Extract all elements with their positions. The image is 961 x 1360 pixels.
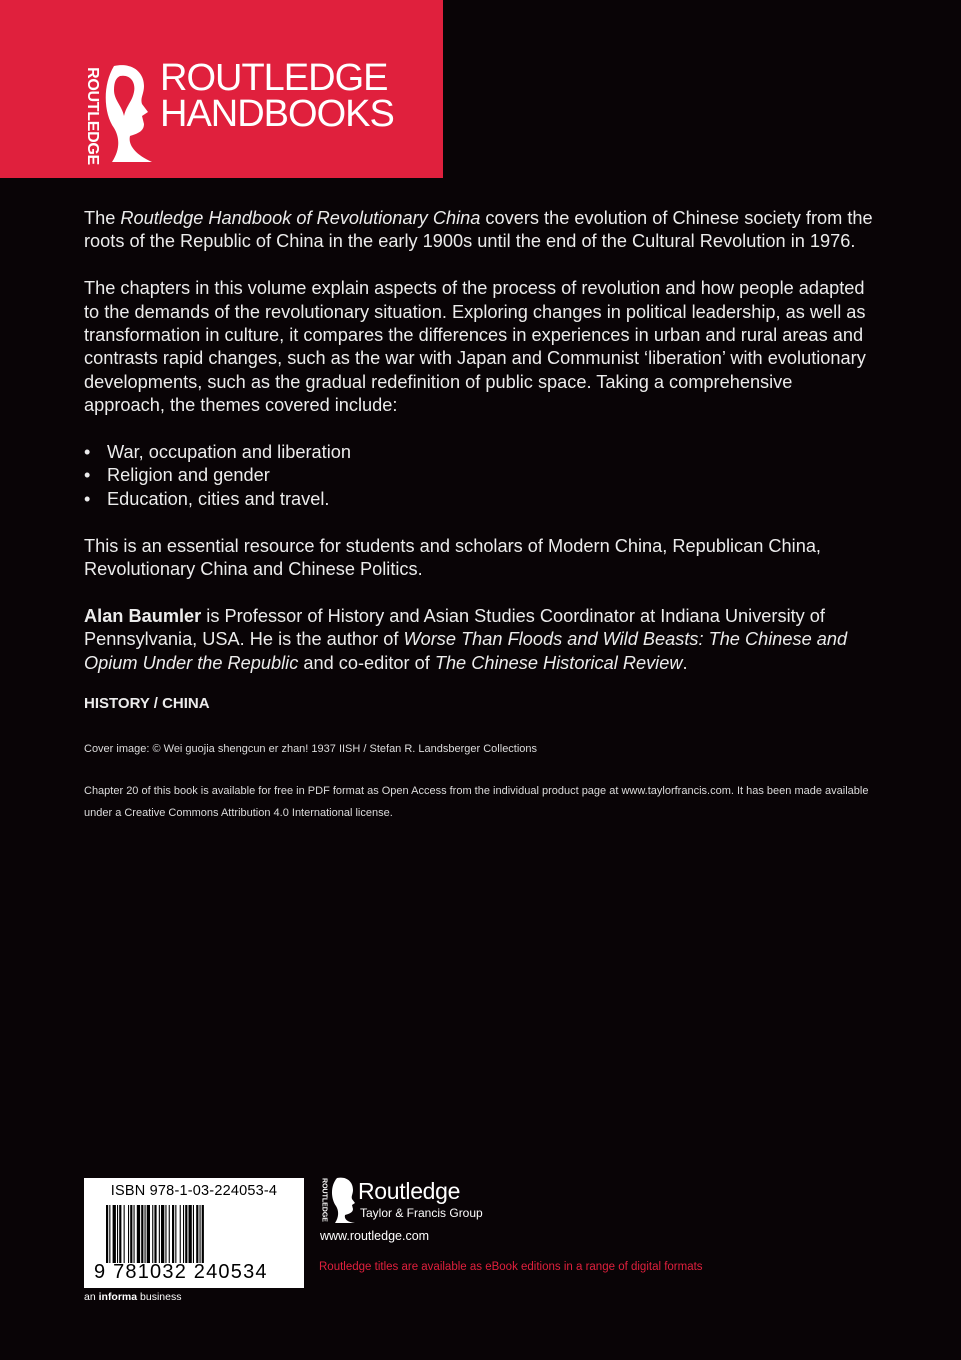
author-name: Alan Baumler xyxy=(84,605,202,626)
book-title-italic: Routledge Handbook of Revolutionary China xyxy=(120,208,481,228)
author-bio-text: is Professor of History and Asian Studies Coordinator at Indiana University of Pennsylvania, USA. He is the author of xyxy=(84,605,825,650)
back-cover-blurb xyxy=(84,207,874,824)
logo-vertical-text: ROUTLEDGE xyxy=(84,67,101,165)
cover-image-credit: Cover image: © Wei guojia shengcun er zhan! 1937 IISH / Stefan R. Landsberger Collections xyxy=(84,742,538,755)
author-bio xyxy=(84,605,874,675)
list-item xyxy=(84,464,874,487)
publisher-face-icon xyxy=(319,1176,359,1224)
bullet-icon: • xyxy=(84,442,91,463)
publisher-vertical-text: ROUTLEDGE xyxy=(320,1178,328,1222)
ebook-availability-note: Routledge titles are available as eBook editions in a range of digital formats xyxy=(319,1261,703,1273)
author-book-title: Worse Than Floods and Wild Beasts: The Chinese and Opium Under the Republic xyxy=(84,629,848,673)
intro-text-start: The xyxy=(84,208,121,228)
informa-text-pre: an xyxy=(84,1291,99,1303)
barcode-box xyxy=(84,1178,304,1288)
informa-business-note xyxy=(84,1291,181,1303)
publisher-group: Taylor & Francis Group xyxy=(360,1206,483,1220)
author-bio-text-2: and co-editor of xyxy=(298,652,435,673)
list-item-text: Education, cities and travel. xyxy=(107,488,330,509)
list-item xyxy=(84,488,874,511)
publisher-url[interactable]: www.routledge.com xyxy=(320,1229,430,1243)
series-title xyxy=(160,57,394,135)
isbn-label: ISBN 978-1-03-224053-4 xyxy=(110,1183,278,1199)
audience-paragraph: This is an essential resource for students and scholars of Modern China, Republican China, Revolutionary China and Chinese Politics. xyxy=(84,535,821,580)
publisher-name: Routledge xyxy=(358,1178,461,1204)
themes-list xyxy=(84,441,874,511)
series-line-2: HANDBOOKS xyxy=(160,93,394,135)
open-access-note: Chapter 20 of this book is available for free in PDF format as Open Access from the individual product page at www.taylorfrancis.com. It has been made available under a Creative Commons Attribution 4.0 International license. xyxy=(84,784,869,819)
chapters-paragraph: The chapters in this volume explain aspects of the process of revolution and how people adapted to the demands of the revolutionary situation. Exploring changes in political leadership, as well as transformation in culture, it compares the differences in experiences in urban and rural areas and contrasts rapid changes, such as the war with Japan and Communist ‘liberation’ with evolutionary developments, such as the gradual redefinition of public space. Taking a comprehensive approach, the themes covered include: xyxy=(84,278,866,416)
isbn-digits: 9 781032 240534 xyxy=(94,1261,268,1283)
author-bio-end: . xyxy=(682,652,688,673)
list-item-text: War, occupation and liberation xyxy=(107,442,351,463)
informa-brand: informa xyxy=(98,1291,138,1303)
informa-text-post: business xyxy=(137,1291,182,1303)
profile-face-icon xyxy=(100,62,156,166)
bullet-icon: • xyxy=(84,488,91,509)
list-item xyxy=(84,441,874,464)
barcode-icon xyxy=(106,1205,286,1263)
list-item-text: Religion and gender xyxy=(107,465,270,486)
intro-text-end: covers the evolution of Chinese society from the roots of the Republic of China in the early 1900s until the end of the Cultural Revolution in 1976. xyxy=(84,208,873,252)
intro-paragraph xyxy=(84,207,874,254)
author-journal-title: The Chinese Historical Review xyxy=(434,652,683,673)
series-line-1: ROUTLEDGE xyxy=(160,57,388,99)
bullet-icon: • xyxy=(84,465,91,486)
subject-category: HISTORY / CHINA xyxy=(84,695,210,713)
